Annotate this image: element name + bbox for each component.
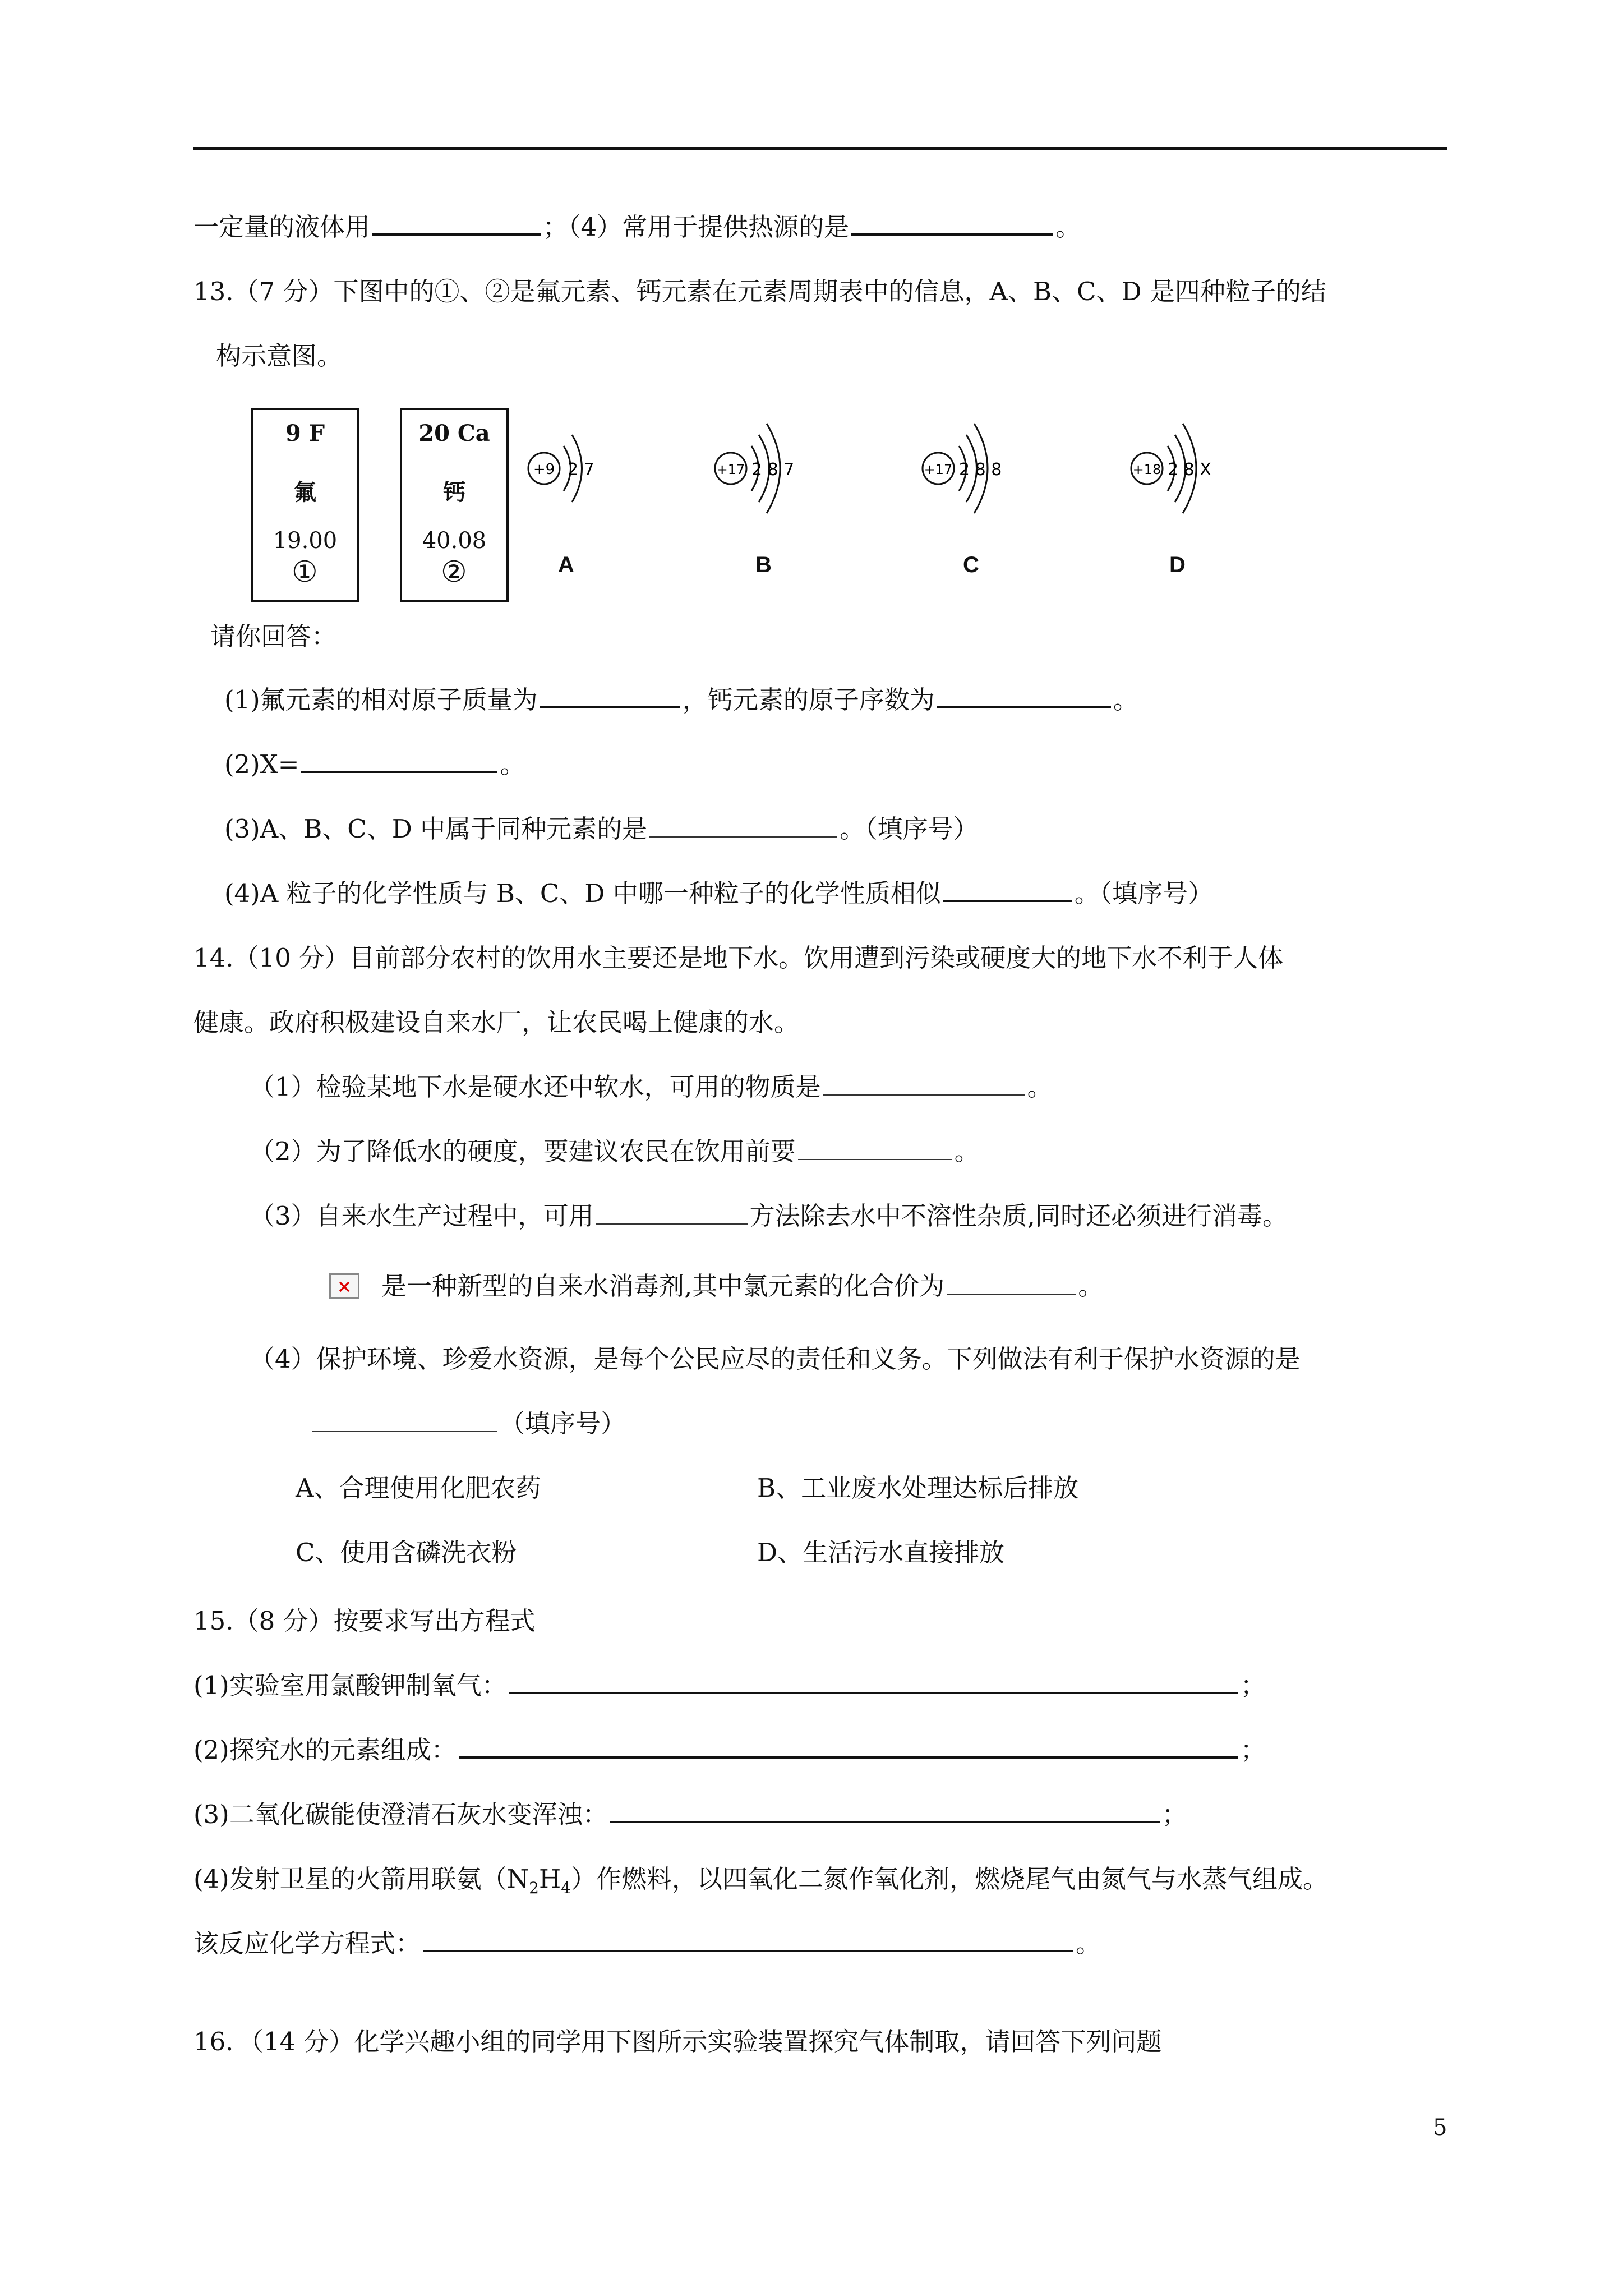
particle-c-diagram [923,424,1002,513]
q13-blank-x[interactable] [301,749,497,773]
particle-c-nucleus: +17 [924,462,953,477]
q14-sub4: （4）保护环境、珍爱水资源，是每个公民应尽的责任和义务。下列做法有利于保护水资源的是 [250,1344,1301,1374]
q13-sub1-text-c: 。 [1113,685,1138,715]
particle-d-label: D [1169,553,1186,577]
q13-sub3-text-a: (3)A、B、C、D 中属于同种元素的是 [224,814,648,844]
q14-blank-method[interactable] [596,1202,748,1225]
fluorine-number-symbol: 9 F [285,420,325,447]
q15-eq1 [193,1669,1266,1703]
particle-d-diagram [1131,424,1211,513]
q13-stem-line1: 13.（7 分）下图中的①、②是氟元素、钙元素在元素周期表中的信息，A、B、C、D 是四种粒子的结 [193,277,1326,306]
q13-sub2-text-b: 。 [500,749,525,779]
q14-option-b[interactable]: B、工业废水处理达标后排放 [757,1473,1079,1503]
q14-stem-line2: 健康。政府积极建设自来水厂，让农民喝上健康的水。 [193,1007,800,1037]
q14-sub3-text-d: 。 [1078,1271,1104,1301]
q13-sub4-text-a: (4)A 粒子的化学性质与 B、C、D 中哪一种粒子的化学性质相似 [224,878,941,908]
q15-eq2-semicolon: ； [1240,1735,1266,1765]
q13-prompt: 请你回答： [210,622,337,651]
particle-a-nucleus: +9 [533,461,555,478]
q15-blank-eq2[interactable] [459,1735,1238,1759]
q12-tail-sep: ；（4）常用于提供热源的是 [543,212,850,242]
q13-stem-line2: 构示意图。 [216,341,343,371]
q13-sub4 [224,877,1213,910]
q13-sub3 [224,812,979,846]
q14-sub3-text-a: （3）自来水生产过程中，可用 [250,1201,594,1231]
q13-sub3-text-b: 。（填序号） [840,814,979,844]
q15-title: 15.（8 分）按要求写出方程式 [193,1606,536,1636]
particle-b-nucleus: +17 [716,462,745,477]
q12-tail-line [193,210,1081,244]
q12-tail-prefix: 一定量的液体用 [193,212,371,242]
particle-b-electrons: 2 8 7 [751,460,795,480]
q13-sub1-text-b: ，钙元素的原子序数为 [682,685,935,715]
q15-eq4-sub1: 2 [529,1879,539,1897]
particle-b-diagram [715,424,794,513]
q15-eq3 [193,1798,1187,1832]
broken-image-icon: × [329,1273,359,1299]
card-label-2: ② [441,555,467,589]
q12-tail-suffix: 。 [1055,212,1081,242]
q14-sub1 [250,1070,1053,1104]
particle-d-nucleus: +18 [1132,462,1161,477]
q15-eq3-semicolon: ； [1161,1800,1187,1829]
q15-eq4-text-c: 该反应化学方程式： [193,1929,421,1958]
q14-sub4-answer [310,1407,626,1441]
q15-eq2 [193,1733,1266,1767]
q13-sub2-text-a: (2)X= [224,749,299,779]
particle-c-label: C [963,553,979,577]
q14-sub4-text-b: （填序号） [500,1409,626,1438]
header-rule [193,147,1447,150]
q15-eq1-semicolon: ； [1240,1671,1266,1700]
q14-blank-valence[interactable] [947,1272,1076,1295]
page-number: 5 [1433,2115,1447,2141]
q14-sub1-text-a: （1）检验某地下水是硬水还中软水，可用的物质是 [250,1072,821,1102]
q14-sub3 [250,1199,1288,1233]
particle-b-label: B [755,553,772,577]
calcium-name: 钙 [443,479,465,505]
q14-option-d[interactable]: D、生活污水直接排放 [757,1538,1005,1567]
particle-a-label: A [558,553,574,577]
calcium-mass: 40.08 [422,528,487,554]
q14-sub3-text-b: 方法除去水中不溶性杂质,同时还必须进行消毒。 [749,1201,1288,1231]
q14-sub3-text-c: 是一种新型的自来水消毒剂,其中氯元素的化合价为 [381,1271,945,1301]
q15-eq3-text: (3)二氧化碳能使澄清石灰水变浑浊： [193,1800,608,1829]
q14-sub2 [250,1135,980,1168]
particle-a-diagram [528,435,594,502]
q14-option-a[interactable]: A、合理使用化肥农药 [296,1473,541,1503]
q14-sub2-text-a: （2）为了降低水的硬度，要建议农民在饮用前要 [250,1137,796,1166]
q15-eq4-sub2: 4 [561,1879,571,1897]
q14-sub3-cont [381,1269,1103,1303]
particle-d-electrons: 2 8 X [1168,460,1211,480]
q16-stem: 16．（14 分）化学兴趣小组的同学用下图所示实验装置探究气体制取，请回答下列问题 [193,2027,1162,2056]
q15-blank-eq4[interactable] [423,1929,1073,1952]
q13-blank-atomic-number[interactable] [937,685,1111,708]
q14-stem-line1: 14.（10 分）目前部分农村的饮用水主要还是地下水。饮用遭到污染或硬度大的地下水不利于人体 [193,943,1284,973]
q15-eq4-text-b: ）作燃料，以四氧化二氮作氧化剂，燃烧尾气由氮气与水蒸气组成。 [571,1864,1329,1894]
particle-c-electrons: 2 8 8 [959,460,1002,480]
q15-eq1-text: (1)实验室用氯酸钾制氧气： [193,1671,507,1700]
q15-blank-eq3[interactable] [610,1800,1160,1823]
q13-sub4-text-b: 。（填序号） [1074,878,1214,908]
q14-sub1-text-b: 。 [1027,1072,1053,1102]
q15-blank-eq1[interactable] [509,1671,1238,1694]
q15-eq4-text-a: (4)发射卫星的火箭用联氨（N [193,1864,529,1894]
particle-a-electrons: 2 7 [568,460,594,480]
q14-sub2-text-b: 。 [954,1137,980,1166]
q12-blank-3[interactable] [372,212,541,236]
q13-blank-same-element[interactable] [649,815,837,838]
q15-eq2-text: (2)探究水的元素组成： [193,1735,457,1765]
q14-blank-hardness-test[interactable] [823,1073,1025,1096]
q12-blank-4[interactable] [851,212,1053,236]
q14-blank-soften[interactable] [798,1138,952,1160]
q15-eq4-answer [193,1927,1101,1961]
q14-option-c[interactable]: C、使用含磷洗衣粉 [296,1538,517,1567]
q13-sub1-text-a: (1)氟元素的相对原子质量为 [224,685,538,715]
q13-blank-mass[interactable] [540,685,680,708]
particle-structure-diagrams [516,395,1234,541]
q15-eq4-mid: H [538,1864,561,1894]
q15-eq4 [193,1862,1328,1905]
q13-sub2 [224,748,525,781]
card-label-1: ① [292,555,318,589]
q14-blank-protect[interactable] [312,1410,497,1432]
fluorine-name: 氟 [294,479,316,505]
calcium-number-symbol: 20 Ca [418,420,490,447]
q13-sub1 [224,683,1138,717]
q13-blank-similar[interactable] [943,878,1072,902]
q15-eq4-text-d: 。 [1076,1929,1101,1958]
fluorine-mass: 19.00 [273,528,338,554]
